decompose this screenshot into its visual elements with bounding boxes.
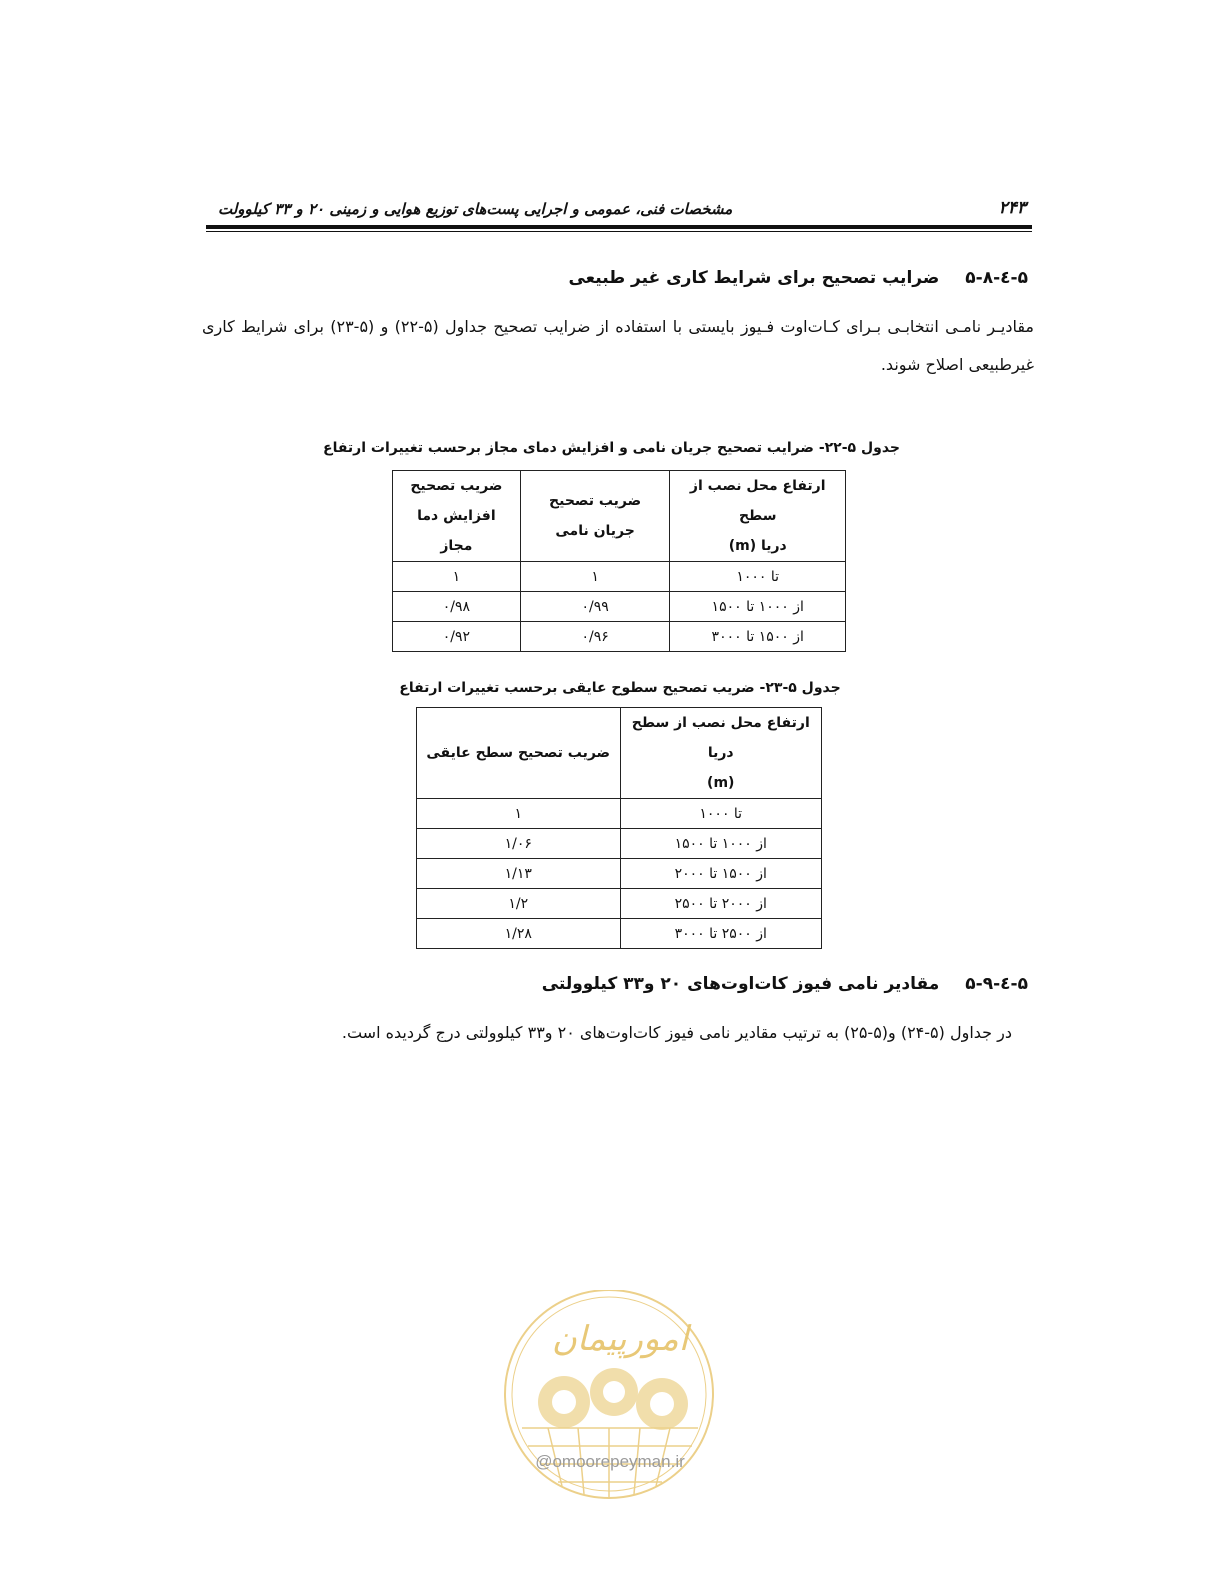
table-23-caption: جدول ۵-۲۳- ضریب تصحیح سطوح عایقی برحسب تغییرات ارتفاع [399, 680, 841, 696]
cell-altitude: از ۱۵۰۰ تا ۲۰۰۰ [620, 859, 822, 889]
table-row [393, 592, 846, 622]
header-current-factor: ضریب تصحیح جریان نامی [520, 471, 670, 562]
table-22-caption: جدول ۵-۲۲- ضرایب تصحیح جریان نامی و افزایش دمای مجاز برحسب تغییرات ارتفاع [323, 440, 900, 456]
table-header-row [417, 708, 822, 799]
watermark-url: @omoorepeyman.ir [535, 1452, 685, 1471]
watermark-logo-icon [502, 1290, 716, 1510]
cell-temp: ۰/۹۲ [393, 622, 521, 652]
table-row [417, 799, 822, 829]
cell-current: ۰/۹۶ [520, 622, 670, 652]
section-number: ۵-٤-۵-۸ [965, 268, 1028, 288]
header-temp-factor: ضریب تصحیح افزایش دما مجاز [393, 471, 521, 562]
header-altitude: ارتفاع محل نصب از سطح دریا (m) [670, 471, 846, 562]
page-number: ۲۴۳ [998, 198, 1026, 218]
running-title: مشخصات فنی، عمومی و اجرایی پست‌های توزیع هوایی و زمینی ۲۰ و ۳۳ کیلوولت [218, 200, 733, 218]
table-row [417, 889, 822, 919]
cell-factor: ۱ [417, 799, 621, 829]
cell-altitude: از ۲۰۰۰ تا ۲۵۰۰ [620, 889, 822, 919]
cell-altitude: از ۱۰۰۰ تا ۱۵۰۰ [670, 592, 846, 622]
page-header [206, 196, 1032, 236]
cell-factor: ۱/۱۳ [417, 859, 621, 889]
cell-factor: ۱/۰۶ [417, 829, 621, 859]
cell-current: ۱ [520, 562, 670, 592]
table-row [417, 919, 822, 949]
section-8-paragraph: مقادیـر نامـی انتخابـی بـرای کـات‌اوت فـیوز بایستی با استفاده از ضرایب تصحیح جداول (۵-۲۲) و (۵-۲۳) برای شرایط کاری غیرطبیعی اصلاح شوند. [202, 317, 1035, 374]
table-row [417, 859, 822, 889]
cell-altitude: تا ۱۰۰۰ [670, 562, 846, 592]
table-22 [392, 470, 846, 652]
table-23 [416, 707, 822, 949]
header-insulation-factor: ضریب تصحیح سطح عایقی [417, 708, 621, 799]
table-header-row [393, 471, 846, 562]
cell-altitude: از ۱۰۰۰ تا ۱۵۰۰ [620, 829, 822, 859]
header-rule [206, 225, 1032, 229]
table-row [417, 829, 822, 859]
svg-text:امورپیمان: امورپیمان [551, 1319, 689, 1359]
cell-temp: ۱ [393, 562, 521, 592]
cell-current: ۰/۹۹ [520, 592, 670, 622]
section-number: ۵-٤-۵-۹ [965, 974, 1028, 994]
table-row [393, 622, 846, 652]
section-title: مقادیر نامی فیوز کات‌اوت‌های ۲۰ و۳۳ کیلوولتی [541, 974, 940, 994]
cell-factor: ۱/۲ [417, 889, 621, 919]
cell-altitude: از ۱۵۰۰ تا ۳۰۰۰ [670, 622, 846, 652]
cell-factor: ۱/۲۸ [417, 919, 621, 949]
header-rule-thin [206, 231, 1032, 232]
table-row [393, 562, 846, 592]
header-altitude: ارتفاع محل نصب از سطح دریا (m) [620, 708, 822, 799]
section-heading-9 [542, 974, 1028, 994]
cell-temp: ۰/۹۸ [393, 592, 521, 622]
cell-altitude: از ۲۵۰۰ تا ۳۰۰۰ [620, 919, 822, 949]
section-9-paragraph: در جداول (۵-۲۴) و(۵-۲۵) به ترتیب مقادیر نامی فیوز کات‌اوت‌های ۲۰ و۳۳ کیلوولتی درج گردیده است. [341, 1023, 1012, 1042]
section-title: ضرایب تصحیح برای شرایط کاری غیر طبیعی [568, 268, 940, 288]
section-heading-8 [568, 268, 1028, 288]
cell-altitude: تا ۱۰۰۰ [620, 799, 822, 829]
